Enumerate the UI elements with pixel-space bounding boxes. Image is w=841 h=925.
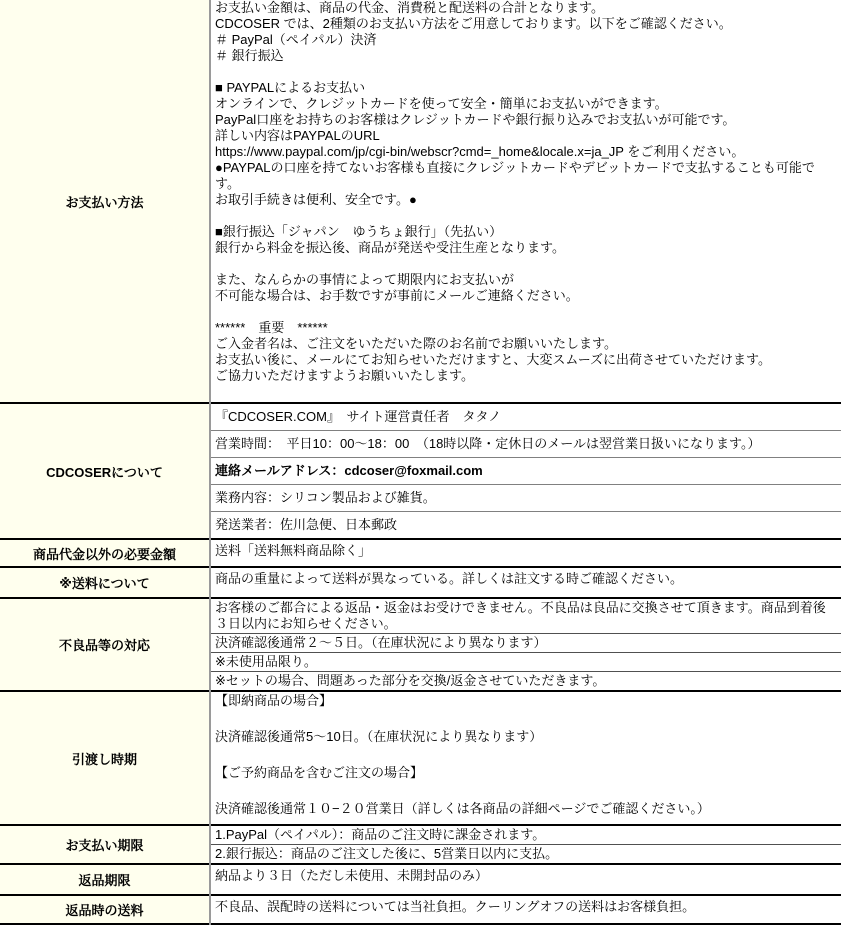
blank-line: [211, 710, 841, 728]
paypal-section-heading: ■ PAYPALによるお支払い: [215, 80, 366, 95]
blank-line: [211, 746, 841, 764]
table-row-defective-items: [0, 598, 841, 691]
table-row-extra-charges: [0, 539, 841, 567]
row-label-defective-items: 不良品等の対応: [0, 598, 210, 691]
text-line: ●PAYPALの口座を持てないお客様も直接にクレジットカードやデビットカードで支払することも可能です。: [215, 160, 815, 191]
defective-items-content: [210, 598, 841, 691]
blank-line: [211, 208, 841, 224]
payment-option-bank: ＃ 銀行振込: [215, 48, 284, 63]
blank-line: [211, 304, 841, 320]
text-line: ※セットの場合、問題あった部分を交換/返金させていただきます。: [211, 671, 841, 690]
text-line: ご協力いただけますようお願いいたします。: [215, 368, 474, 383]
text-line: 商品の重量によって送料が異なっている。詳しくは註文する時ご確認ください。: [215, 571, 684, 586]
table-row-delivery-time: [0, 691, 841, 825]
shipping-fee-content: [210, 567, 841, 598]
table-row-payment-method: [0, 0, 841, 403]
text-line: ご入金者名は、ご注文をいただいた際のお名前でお願いいたします。: [215, 336, 617, 351]
site-operator: 『CDCOSER.COM』 サイト運営責任者 タタノ: [215, 409, 502, 424]
text-line: お支払い後に、メールにてお知らせいただけますと、大変スムーズに出荷させていただけます。: [215, 352, 772, 367]
important-notice-heading: ****** 重要 ******: [215, 320, 328, 335]
row-label-return-shipping: 返品時の送料: [0, 895, 210, 924]
in-stock-heading: 【即納商品の場合】: [215, 693, 333, 708]
text-line: 不良品、誤配時の送料については当社負担。クーリングオフの送料はお客様負担。: [215, 899, 696, 914]
shipping-carriers: 発送業者：佐川急便、日本郵政: [211, 511, 841, 538]
text-line: オンラインで、クレジットカードを使って安全・簡単にお支払いができます。: [215, 96, 668, 111]
text-line: 不可能な場合は、お手数ですが事前にメールご連絡ください。: [215, 288, 579, 303]
return-shipping-content: [210, 895, 841, 924]
payment-method-content: [210, 0, 841, 403]
text-line: 決済確認後通常１０−２０営業日（詳しくは各商品の詳細ページでご確認ください。）: [215, 801, 710, 816]
text-line: 決済確認後通常２〜５日。（在庫状況により異なります）: [211, 633, 841, 652]
row-label-payment-deadline: お支払い期限: [0, 825, 210, 864]
business-description: 業務内容：シリコン製品および雑貨。: [211, 484, 841, 511]
return-deadline-content: [210, 864, 841, 895]
bank-transfer-heading: ■銀行振込「ジャパン ゆうちょ銀行」（先払い）: [215, 224, 503, 239]
text-line: CDCOSER では、2種類のお支払い方法をご用意しております。以下をご確認ください。: [215, 16, 732, 31]
deadline-paypal: 1.PayPal（ペイパル）：商品のご注文時に課金されます。: [215, 827, 546, 842]
table-row-return-deadline: [0, 864, 841, 895]
text-line: 決済確認後通常5〜10日。（在庫状況により異なります）: [215, 729, 543, 744]
text-line: PayPal口座をお持ちのお客様はクレジットカードや銀行振り込みでお支払いが可能です。: [215, 112, 736, 127]
contact-email: 連絡メールアドレス：cdcoser@foxmail.com: [211, 457, 841, 484]
row-label-extra-charges: 商品代金以外の必要金額: [0, 539, 210, 567]
payment-deadline-content: [210, 825, 841, 864]
text-line: また、なんらかの事情によって期限内にお支払いが: [215, 272, 515, 287]
delivery-time-content: [210, 691, 841, 825]
text-line: 銀行から料金を振込後、商品が発送や受注生産となります。: [215, 240, 565, 255]
about-content: [210, 403, 841, 539]
table-row-return-shipping: [0, 895, 841, 924]
row-label-return-deadline: 返品期限: [0, 864, 210, 895]
row-label-shipping-fee: ※送料について: [0, 567, 210, 598]
table-row-payment-deadline: [0, 825, 841, 864]
text-line: お客様のご都合による返品・返金はお受けできません。不良品は良品に交換させて頂きます。商品到着後３日以内にお知らせください。: [215, 600, 826, 631]
paypal-url: https://www.paypal.com/jp/cgi-bin/webscr?cmd=_home&locale.x=ja_JP をご利用ください。: [215, 144, 745, 159]
blank-line: [211, 256, 841, 272]
deadline-bank: 2.銀行振込：商品のご注文した後に、5営業日以内に支払。: [211, 844, 841, 863]
text-line: お取引手続きは便利、安全です。●: [215, 192, 417, 207]
row-label-payment-method: お支払い方法: [0, 0, 210, 403]
row-label-delivery-time: 引渡し時期: [0, 691, 210, 825]
payment-option-paypal: ＃ PayPal（ペイパル）決済: [215, 32, 377, 47]
business-hours: 営業時間： 平日10：00〜18：00 （18時以降・定休日のメールは翌営業日扱いになります。）: [211, 430, 841, 457]
text-line: ※未使用品限り。: [211, 652, 841, 671]
table-row-about: [0, 403, 841, 539]
row-label-about: CDCOSERについて: [0, 403, 210, 539]
text-line: 詳しい内容はPAYPALのURL: [215, 128, 380, 143]
text-line: 納品より３日（ただし未使用、未開封品のみ）: [215, 868, 489, 883]
extra-charges-content: [210, 539, 841, 567]
preorder-heading: 【ご予約商品を含むご注文の場合】: [215, 765, 424, 780]
blank-line: [211, 64, 841, 80]
blank-line: [211, 782, 841, 800]
text-line: 送料「送料無料商品除く」: [215, 543, 372, 558]
table-row-shipping-fee: [0, 567, 841, 598]
text-line: お支払い金額は、商品の代金、消費税と配送料の合計となります。: [215, 0, 604, 15]
